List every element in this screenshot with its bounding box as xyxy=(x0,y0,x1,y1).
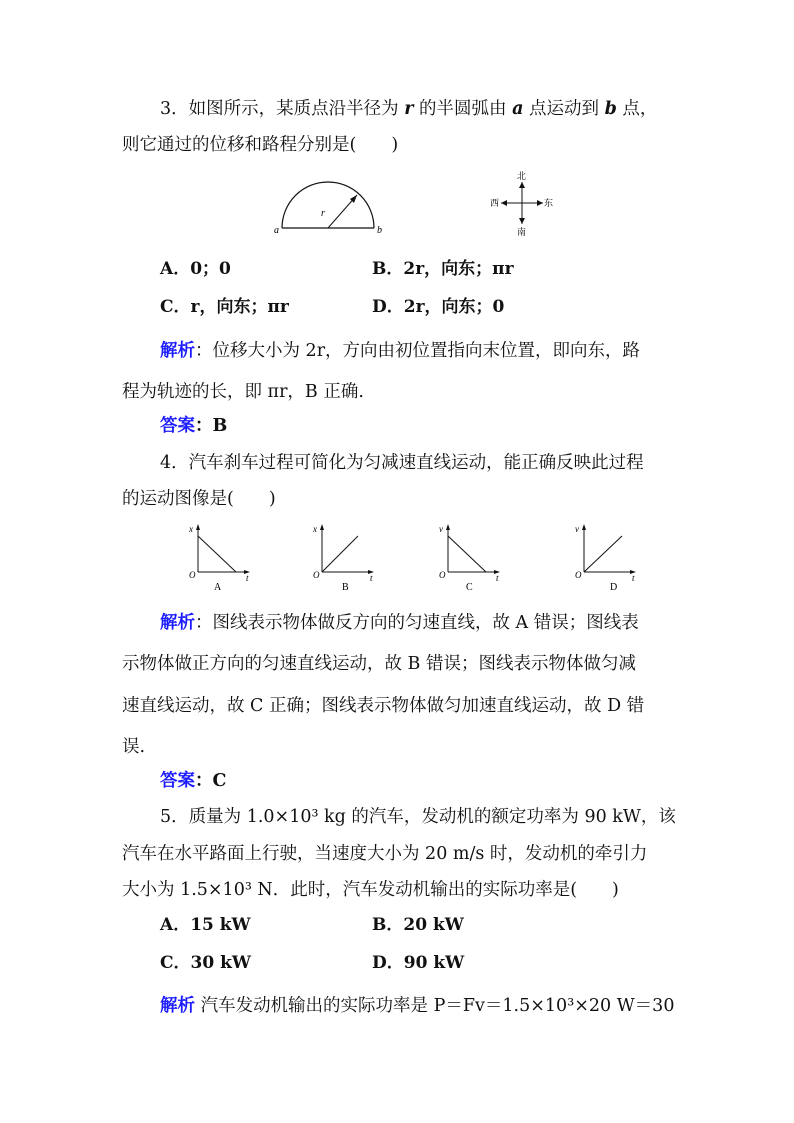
compass-north: 北 xyxy=(517,171,527,181)
compass-figure xyxy=(487,168,557,238)
q3-option-c: C．r，向东；πr xyxy=(160,297,289,317)
q3-semicircle-figure xyxy=(270,175,390,245)
compass-east: 东 xyxy=(544,198,554,208)
svg-text:x: x xyxy=(189,524,193,534)
graph-b-line xyxy=(322,536,358,572)
svg-text:O: O xyxy=(189,570,196,580)
q4-graph-d xyxy=(572,520,652,595)
q5-option-b: B．20 kW xyxy=(372,915,464,935)
svg-text:C: C xyxy=(466,582,473,593)
graph-d-line xyxy=(584,536,622,572)
q5-option-d: D．90 kW xyxy=(372,953,465,973)
compass-south: 南 xyxy=(517,227,527,237)
q4-stem-line1: 4．汽车刹车过程可简化为匀减速直线运动，能正确反映此过程 xyxy=(160,453,644,473)
svg-text:t: t xyxy=(370,573,373,583)
q3-answer: 答案：B xyxy=(160,416,228,436)
q5-analysis-line1: 解析 汽车发动机输出的实际功率是 P＝Fv＝1.5×10³×20 W＝30 xyxy=(160,996,675,1016)
q4-analysis-line2: 示物体做正方向的匀速直线运动，故 B 错误；图线表示物体做匀减 xyxy=(122,654,636,674)
svg-text:t: t xyxy=(496,573,499,583)
graph-c-line xyxy=(448,536,486,572)
q4-stem-line2: 的运动图像是( ) xyxy=(122,489,276,509)
q3-option-a: A．0；0 xyxy=(160,259,231,279)
svg-text:A: A xyxy=(214,582,222,593)
q4-answer: 答案：C xyxy=(160,771,227,791)
q3-label-r: r xyxy=(321,208,325,219)
svg-text:x: x xyxy=(313,524,317,534)
q4-analysis-line3: 速直线运动，故 C 正确；图线表示物体做匀加速直线运动，故 D 错 xyxy=(122,696,645,716)
compass-west: 西 xyxy=(490,198,500,208)
q3-option-d: D．2r，向东；0 xyxy=(372,297,505,317)
svg-text:O: O xyxy=(313,570,320,580)
q4-graph-a xyxy=(186,520,266,595)
svg-text:D: D xyxy=(610,582,618,593)
svg-text:O: O xyxy=(575,570,582,580)
svg-text:t: t xyxy=(246,573,249,583)
q5-option-a: A．15 kW xyxy=(160,915,251,935)
q3-stem-line1: 3．如图所示，某质点沿半径为 r 的半圆弧由 a 点运动到 b 点， xyxy=(160,99,658,119)
svg-text:B: B xyxy=(342,582,349,593)
svg-text:O: O xyxy=(439,570,446,580)
q4-analysis-line1: 解析：图线表示物体做反方向的匀速直线，故 A 错误；图线表 xyxy=(160,613,639,633)
q3-option-b: B．2r，向东；πr xyxy=(372,259,514,279)
q5-stem-line3: 大小为 1.5×10³ N．此时，汽车发动机输出的实际功率是( ) xyxy=(122,880,619,900)
q3-label-b: b xyxy=(377,225,382,236)
q3-label-a: a xyxy=(274,225,279,236)
svg-text:t: t xyxy=(632,573,635,583)
graph-a-line xyxy=(198,536,236,572)
q5-stem-line2: 汽车在水平路面上行驶，当速度大小为 20 m/s 时，发动机的牵引力 xyxy=(122,844,648,864)
svg-text:v: v xyxy=(439,524,443,534)
q5-option-c: C．30 kW xyxy=(160,953,251,973)
q4-graph-c xyxy=(436,520,516,595)
q4-graph-b xyxy=(310,520,390,595)
q3-stem-line2: 则它通过的位移和路程分别是( ) xyxy=(122,135,399,155)
q4-analysis-line4: 误. xyxy=(122,737,146,757)
q5-stem-line1: 5．质量为 1.0×10³ kg 的汽车，发动机的额定功率为 90 kW，该 xyxy=(160,807,676,827)
q3-analysis-line1: 解析：位移大小为 2r，方向由初位置指向末位置，即向东，路 xyxy=(160,341,641,361)
q3-analysis-line2: 程为轨迹的长，即 πr，B 正确. xyxy=(122,382,364,402)
svg-text:v: v xyxy=(575,524,579,534)
